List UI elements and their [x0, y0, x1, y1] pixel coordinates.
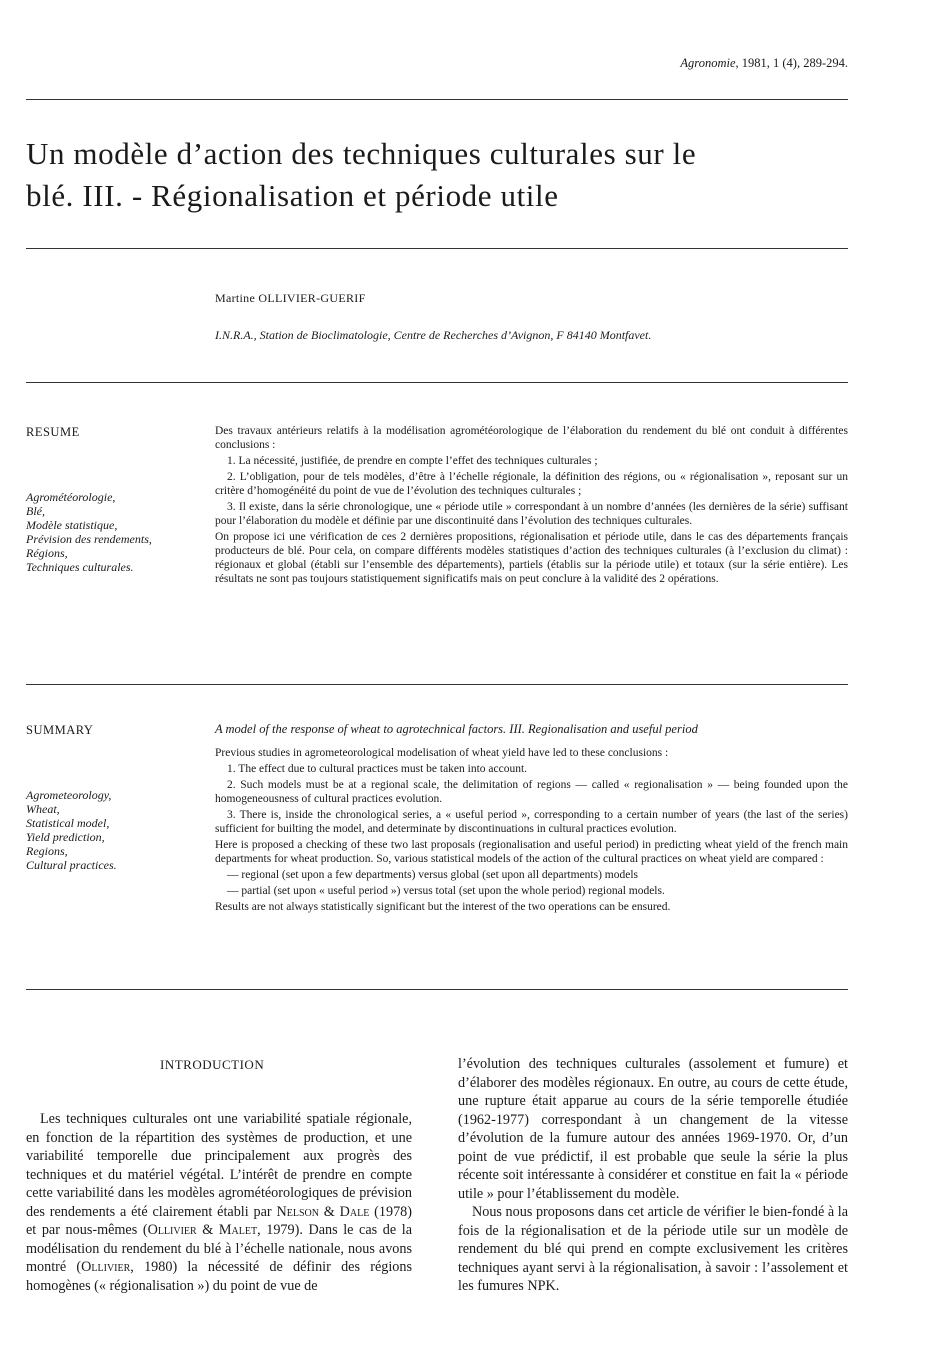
citation-reference: Nelson & Dale [276, 1203, 370, 1220]
summary-text [215, 722, 848, 916]
keyword: Techniques culturales. [26, 560, 134, 574]
summary-paragraph: Here is proposed a checking of these two last proposals (regionalisation and useful period) in predicting wheat yield of the french main departments for wheat production. So, various statistical models of the action of the cultural practices on wheat yield are compared : [215, 839, 848, 865]
resume-text [215, 424, 848, 588]
title-rule [26, 248, 848, 249]
resume-paragraph: 1. La nécessité, justifiée, de prendre en compte l’effet des techniques culturales ; [227, 455, 598, 467]
resume-heading: RESUME [26, 425, 80, 439]
keyword: Wheat, [26, 802, 60, 816]
author-affiliation: I.N.R.A., Station de Bioclimatologie, Centre de Recherches d’Avignon, F 84140 Montfavet. [215, 328, 652, 342]
intro-right-column [458, 1055, 848, 1296]
author-name: Martine OLLIVIER-GUERIF [215, 291, 366, 305]
citation-reference: Ollivier [81, 1259, 131, 1275]
summary-paragraph: 1. The effect due to cultural practices must be taken into account. [227, 763, 528, 775]
keyword: Régions, [26, 546, 68, 560]
keyword: Statistical model, [26, 816, 110, 830]
resume-keywords [26, 490, 152, 574]
keyword: Blé, [26, 504, 45, 518]
title-line-1: Un modèle d’action des techniques culturales sur le [26, 136, 697, 171]
author-rule [26, 382, 848, 383]
summary-paragraph: — partial (set upon « useful period ») versus total (set upon the whole period) regional models. [227, 885, 665, 897]
journal-name: Agronomie [680, 56, 736, 70]
citation-reference: Ollivier & Malet [147, 1222, 258, 1238]
intro-left-column [26, 1110, 412, 1295]
title-line-2: blé. III. - Régionalisation et période utile [26, 178, 559, 213]
resume-paragraph: On propose ici une vérification de ces 2 dernières propositions, régionalisation et période utile, dans le cas des départements français producteurs de blé. Pour cela, on compare différents modèles statistiques d’action des techniques culturales (à l’exclusion du climat) : régionaux et global (établi sur l’ensemble des départements), partiels (établis sur la période utile) et totaux (sur la série entière). Les résultats ne sont pas toujours statistiquement significatifs mais on peut conclure à la validité des 2 opérations. [215, 531, 848, 585]
resume-rule [26, 684, 848, 685]
summary-title: A model of the response of wheat to agrotechnical factors. III. Regionalisation and useful period [215, 722, 698, 736]
intro-paragraph: Nous nous proposons dans cet article de vérifier le bien-fondé à la fois de la régionalisation et de la période utile sur un modèle de rendement du blé qui prend en compte exclusivement les critères techniques ayant servi à la régionalisation, à savoir : l’assolement et les fumures NPK. [458, 1204, 848, 1294]
summary-heading: SUMMARY [26, 723, 94, 737]
summary-paragraph: Results are not always statistically significant but the interest of the two operations can be ensured. [215, 901, 671, 913]
summary-paragraph: 3. There is, inside the chronological series, a « useful period », corresponding to a certain number of years (the last of the series) sufficient for builting the model, and determinate by discontinuations in cultural practices evolution. [215, 809, 848, 835]
keyword: Yield prediction, [26, 830, 105, 844]
keyword: Agrométéorologie, [26, 490, 116, 504]
keyword: Regions, [26, 844, 68, 858]
keyword: Cultural practices. [26, 858, 117, 872]
journal-citation [680, 56, 848, 71]
article-title [26, 133, 856, 217]
keyword: Modèle statistique, [26, 518, 118, 532]
intro-text: Les techniques culturales ont une variabilité spatiale régionale, en fonction de la répartition des systèmes de production, et une variabilité temporelle due principalement aux progrès des techniques et du matériel végétal. L’intérêt de prendre en compte cette variabilité dans les modèles agrométéorologiques de prévision des rendements a été clairement établi par [26, 1111, 412, 1220]
resume-paragraph: Des travaux antérieurs relatifs à la modélisation agrométéorologique de l’élaboration du rendement du blé ont conduit à différentes conclusions : [215, 425, 848, 451]
intro-text: (1978) et par nous-mêmes ( [26, 1203, 413, 1238]
resume-paragraph: 2. L’obligation, pour de tels modèles, d’être à l’échelle régionale, la définition des régions, ou « régionalisation », reposant sur un critère d’homogénéité du point de vue de l’évolution des techniques culturales ; [215, 471, 848, 497]
keyword: Prévision des rendements, [26, 532, 152, 546]
intro-paragraph: l’évolution des techniques culturales (assolement et fumure) et d’élaborer des modèles régionaux. En outre, au cours de cette étude, une rupture était apparue au cours de la série temporelle étudiée (1962-1977) correspondant à un changement de la vitesse d’évolution de la fumure autour des années 1969-1970. Or, d’un point de vue prédictif, il est probable que seule la série la plus récente soit intéressante à considérer et constitue en fait la « période utile » pour l’établissement du modèle. [458, 1056, 848, 1202]
summary-rule [26, 989, 848, 990]
summary-paragraph: — regional (set upon a few departments) versus global (set upon all departments) models [227, 869, 639, 881]
intro-paragraph [26, 1110, 412, 1295]
summary-paragraph: 2. Such models must be at a regional scale, the delimitation of regions — called « regionalisation » — being founded upon the homogeneousness of cultural practices evolution. [215, 779, 848, 805]
keyword: Agrometeorology, [26, 788, 112, 802]
summary-keywords [26, 788, 117, 872]
header-rule [26, 99, 848, 100]
intro-text: , 1980) la nécessité de définir des régions homogènes (« régionalisation ») du point de vue de [26, 1259, 412, 1294]
journal-volume-pages: , 1981, 1 (4), 289-294. [735, 56, 848, 70]
intro-text: , 1979). Dans le cas de la modélisation du rendement du blé à l’échelle nationale, nous avons montré ( [26, 1222, 412, 1275]
introduction-heading: INTRODUCTION [160, 1057, 265, 1072]
summary-paragraph: Previous studies in agrometeorological modelisation of wheat yield have led to these conclusions : [215, 747, 669, 759]
resume-paragraph: 3. Il existe, dans la série chronologique, une « période utile » correspondant à un nombre d’années (les dernières de la série) suffisant pour l’élaboration du modèle et définie par une discontinuité dans l’évolution des techniques culturales. [215, 501, 848, 527]
